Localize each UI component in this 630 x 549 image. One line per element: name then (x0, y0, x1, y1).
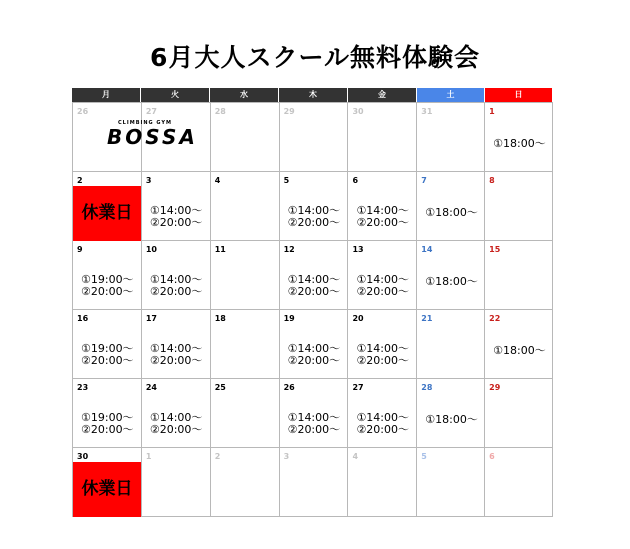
closed-badge: 休業日 (73, 186, 141, 241)
day-number: 25 (214, 383, 226, 392)
day-number: 26 (77, 107, 89, 116)
day-cell[interactable] (417, 379, 485, 448)
day-number: 1 (145, 452, 152, 461)
session-time: ①14:00～ (149, 204, 203, 217)
day-cell[interactable] (348, 379, 417, 448)
day-cell[interactable] (348, 241, 417, 310)
day-cell[interactable] (211, 103, 280, 172)
day-number: 22 (489, 314, 501, 323)
calendar (72, 88, 553, 517)
day-cell[interactable] (73, 172, 142, 241)
session-time: ②20:00～ (81, 285, 134, 298)
day-number: 14 (421, 245, 433, 254)
day-cell[interactable] (73, 310, 142, 379)
session-time: ②20:00～ (149, 423, 203, 436)
session-time: ①14:00～ (287, 342, 341, 355)
day-cell[interactable] (142, 379, 211, 448)
session-time: ②20:00～ (149, 285, 203, 298)
day-number: 10 (145, 245, 157, 254)
day-number: 24 (145, 383, 157, 392)
day-cell[interactable] (280, 379, 349, 448)
day-cell[interactable] (211, 172, 280, 241)
week-row (73, 241, 553, 310)
session-times (356, 205, 409, 229)
gym-logo-main: BOSSA (107, 125, 198, 149)
session-time: ②20:00～ (81, 354, 134, 367)
day-number: 9 (77, 245, 83, 254)
session-time: ①18:00～ (493, 344, 546, 357)
day-number: 4 (352, 452, 359, 461)
day-cell[interactable] (211, 448, 280, 517)
session-times (493, 345, 546, 357)
day-number: 11 (214, 245, 226, 254)
day-number: 8 (489, 176, 495, 185)
session-time: ②20:00～ (149, 354, 203, 367)
session-time: ①14:00～ (356, 342, 409, 355)
day-number: 1 (489, 107, 495, 116)
weekday-6: 日 (485, 88, 553, 102)
day-cell[interactable] (211, 241, 280, 310)
session-times (150, 343, 203, 367)
session-time: ②20:00～ (81, 423, 134, 436)
day-number: 23 (77, 383, 89, 392)
session-times (150, 412, 203, 436)
session-times (356, 274, 409, 298)
session-time: ①14:00～ (149, 411, 203, 424)
day-cell[interactable] (348, 310, 417, 379)
day-cell[interactable] (142, 448, 211, 517)
gym-logo-sub: CLIMBING GYM (118, 120, 172, 126)
day-cell[interactable] (280, 448, 349, 517)
day-cell[interactable] (348, 103, 417, 172)
day-cell[interactable] (280, 172, 349, 241)
day-number: 12 (283, 245, 295, 254)
weekday-header (72, 88, 553, 102)
session-times (81, 343, 134, 367)
day-number: 3 (283, 452, 290, 461)
calendar-grid (72, 102, 553, 517)
day-number: 7 (421, 176, 427, 185)
session-times (425, 414, 478, 426)
session-time: ①14:00～ (356, 204, 409, 217)
day-number: 3 (145, 176, 152, 185)
session-times (425, 276, 478, 288)
day-cell[interactable] (485, 172, 553, 241)
day-number: 27 (352, 383, 364, 392)
session-times (356, 343, 409, 367)
day-number: 17 (145, 314, 157, 323)
day-cell[interactable] (142, 172, 211, 241)
day-cell[interactable] (211, 310, 280, 379)
day-cell[interactable] (73, 241, 142, 310)
day-number: 31 (421, 107, 433, 116)
week-row (73, 379, 553, 448)
session-time: ②20:00～ (356, 216, 409, 229)
session-time: ①18:00～ (425, 275, 478, 288)
weekday-3: 木 (279, 88, 348, 102)
session-times (288, 343, 341, 367)
day-cell[interactable] (485, 310, 553, 379)
session-time: ①18:00～ (425, 206, 478, 219)
session-time: ②20:00～ (287, 285, 341, 298)
day-number: 30 (352, 107, 364, 116)
session-time: ①14:00～ (287, 204, 341, 217)
session-time: ①14:00～ (356, 273, 409, 286)
weekday-0: 月 (72, 88, 141, 102)
weekday-2: 水 (210, 88, 279, 102)
session-time: ①14:00～ (356, 411, 409, 424)
session-time: ①18:00～ (425, 413, 478, 426)
session-time: ②20:00～ (149, 216, 203, 229)
week-row (73, 310, 553, 379)
page-title: 6月大人スクール無料体験会 (150, 43, 480, 72)
day-cell[interactable] (485, 379, 553, 448)
session-time: ②20:00～ (356, 423, 409, 436)
session-time: ①14:00～ (287, 273, 341, 286)
session-time: ①14:00～ (149, 273, 203, 286)
session-times (288, 412, 341, 436)
day-cell[interactable] (417, 310, 485, 379)
day-number: 28 (214, 107, 226, 116)
session-time: ②20:00～ (287, 354, 341, 367)
day-cell[interactable] (348, 448, 417, 517)
session-times (81, 274, 134, 298)
session-times (288, 205, 341, 229)
day-number: 5 (283, 176, 290, 185)
session-time: ①19:00～ (81, 411, 134, 424)
day-number: 16 (77, 314, 89, 323)
day-cell[interactable] (211, 379, 280, 448)
day-cell[interactable] (73, 379, 142, 448)
day-cell[interactable] (417, 172, 485, 241)
session-time: ②20:00～ (287, 423, 341, 436)
session-times (425, 207, 478, 219)
day-cell[interactable] (348, 172, 417, 241)
day-number: 30 (77, 452, 89, 461)
closed-badge: 休業日 (73, 462, 141, 517)
day-number: 28 (421, 383, 433, 392)
day-cell[interactable] (485, 241, 553, 310)
day-number: 21 (421, 314, 433, 323)
day-number: 13 (352, 245, 364, 254)
week-row (73, 172, 553, 241)
day-number: 19 (283, 314, 295, 323)
day-number: 2 (214, 452, 221, 461)
day-cell[interactable] (142, 103, 211, 172)
session-times (493, 138, 546, 150)
session-time: ①19:00～ (81, 273, 134, 286)
session-time: ②20:00～ (356, 285, 409, 298)
day-number: 2 (77, 176, 83, 185)
session-time: ②20:00～ (287, 216, 341, 229)
weekday-4: 金 (348, 88, 417, 102)
day-cell[interactable] (280, 103, 349, 172)
day-number: 29 (489, 383, 501, 392)
session-time: ①14:00～ (287, 411, 341, 424)
day-number: 20 (352, 314, 364, 323)
session-times (356, 412, 409, 436)
day-number: 18 (214, 314, 226, 323)
day-cell[interactable] (417, 448, 485, 517)
day-number: 6 (352, 176, 359, 185)
day-cell[interactable] (485, 103, 553, 172)
day-cell[interactable] (142, 241, 211, 310)
day-cell[interactable] (280, 310, 349, 379)
session-time: ①14:00～ (149, 342, 203, 355)
day-cell[interactable] (142, 310, 211, 379)
session-times (288, 274, 341, 298)
session-times (150, 274, 203, 298)
day-number: 4 (214, 176, 221, 185)
day-cell[interactable] (73, 448, 142, 517)
weekday-5: 土 (417, 88, 485, 102)
day-number: 29 (283, 107, 295, 116)
day-cell[interactable] (280, 241, 349, 310)
day-cell[interactable] (417, 241, 485, 310)
day-number: 5 (421, 452, 427, 461)
session-times (81, 412, 134, 436)
weekday-1: 火 (141, 88, 210, 102)
day-number: 6 (489, 452, 495, 461)
session-time: ②20:00～ (356, 354, 409, 367)
day-cell[interactable] (417, 103, 485, 172)
day-number: 15 (489, 245, 501, 254)
day-number: 27 (145, 107, 157, 116)
session-time: ①19:00～ (81, 342, 134, 355)
session-times (150, 205, 203, 229)
week-row (73, 448, 553, 517)
day-number: 26 (283, 383, 295, 392)
week-row (73, 103, 553, 172)
day-cell[interactable] (485, 448, 553, 517)
session-time: ①18:00～ (493, 137, 546, 150)
